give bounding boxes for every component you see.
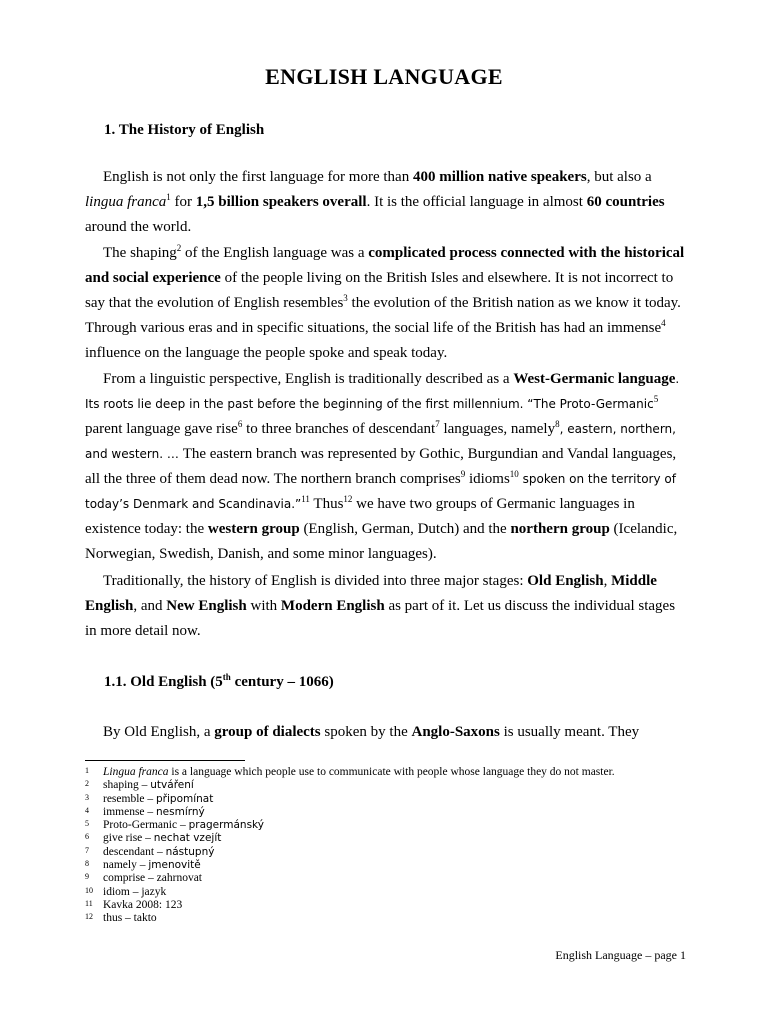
footnote-definition: pragermánský bbox=[188, 819, 264, 832]
footnote bbox=[85, 872, 725, 885]
text-run: the evolution of the British nation as we know it today. Through various eras and in specific situations, the social life of the British has had an immense bbox=[85, 295, 681, 336]
bold-text: 1,5 billion speakers overall bbox=[195, 194, 367, 210]
italic-text: lingua franca bbox=[85, 194, 167, 210]
footnote-number: 5 bbox=[85, 819, 89, 829]
footnote-definition: připomínat bbox=[156, 792, 214, 805]
footnote-term: Kavka 2008: 123 bbox=[103, 898, 183, 911]
bold-text: northern group bbox=[510, 521, 610, 537]
footnote-term: shaping – bbox=[103, 779, 151, 792]
text-run: we have two groups of Germanic languages in existence today: the bbox=[85, 496, 635, 537]
footnote-text bbox=[103, 832, 725, 845]
footnote-definition: utváření bbox=[150, 779, 194, 792]
footnote bbox=[85, 793, 725, 806]
footnote bbox=[85, 899, 725, 912]
footnote-definition: zahrnovat bbox=[156, 872, 202, 885]
body-paragraph-3 bbox=[85, 367, 685, 567]
heading-text: century – 1066) bbox=[230, 674, 334, 690]
footnote-number: 3 bbox=[85, 792, 89, 802]
footnote-ref: 2 bbox=[176, 243, 182, 253]
body-paragraph-5 bbox=[85, 720, 685, 745]
bold-text: Modern English bbox=[280, 598, 385, 614]
bold-text: group of dialects bbox=[214, 724, 321, 740]
bold-text: 400 million native speakers bbox=[412, 169, 587, 185]
text-run: as part of it. Let us discuss the individual stages in more detail now. bbox=[85, 598, 676, 639]
footnote-text bbox=[103, 912, 725, 925]
footnote-text bbox=[103, 872, 725, 885]
bold-text: West-Germanic language bbox=[513, 371, 676, 387]
footnote-text bbox=[103, 859, 725, 872]
bold-text: complicated process connected with the historical and social experience bbox=[85, 245, 685, 286]
text-run: The eastern branch was represented by Gothic, Burgundian and Vandal languages, all the three of them dead now. The northern branch comprises bbox=[85, 446, 677, 487]
sans-text-run: spoken on the territory of today’s Denmark and Scandinavia.” bbox=[85, 472, 676, 511]
sans-text-run: . Its roots lie deep in the past before the beginning of the first millennium. “The Proto-Germanic bbox=[85, 372, 680, 411]
footnote-term: resemble – bbox=[103, 792, 157, 805]
footnote-term: give rise – bbox=[103, 832, 154, 845]
text-run: Traditionally, the history of English is divided into three major stages: bbox=[103, 573, 528, 589]
document-title: ENGLISH LANGUAGE bbox=[265, 64, 503, 89]
text-run: is usually meant. They bbox=[499, 724, 640, 740]
footnote-term: namely – bbox=[103, 859, 149, 872]
text-run: From a linguistic perspective, English is traditionally described as a bbox=[103, 371, 514, 387]
footnote-separator bbox=[85, 760, 245, 761]
footnote-definition: jmenovitě bbox=[148, 859, 201, 872]
bold-text: western group bbox=[207, 521, 300, 537]
footnote-ref: 6 bbox=[237, 419, 243, 429]
footnote-ref: 5 bbox=[653, 394, 659, 404]
footnote-text bbox=[103, 793, 725, 806]
footnote-definition: takto bbox=[133, 912, 157, 925]
footnote-definition: is a language which people use to communicate with people whose language they do not master. bbox=[168, 766, 615, 778]
footnote-term: descendant – bbox=[103, 845, 166, 858]
footnote-text bbox=[103, 819, 725, 832]
bold-text: New English bbox=[166, 598, 247, 614]
text-run: (English, German, Dutch) and the bbox=[299, 521, 511, 537]
text-run: of the English language was a bbox=[181, 245, 369, 261]
page-footer: English Language – page 1 bbox=[555, 948, 686, 962]
footnote bbox=[85, 912, 725, 925]
footnote-number: 4 bbox=[85, 805, 89, 815]
text-run: languages, namely bbox=[439, 421, 556, 437]
text-run: Thus bbox=[309, 496, 344, 512]
footnote-ref: 10 bbox=[509, 469, 519, 479]
bold-text: Old English bbox=[527, 573, 604, 589]
footnote-text bbox=[103, 899, 725, 912]
footnote-ref: 9 bbox=[460, 469, 466, 479]
footnotes bbox=[85, 766, 725, 926]
footnote-ref: 8 bbox=[555, 419, 560, 429]
text-run: to three branches of descendant bbox=[242, 421, 436, 437]
footnote bbox=[85, 819, 725, 832]
footnote-ref: 12 bbox=[343, 494, 353, 504]
text-run: , bbox=[603, 573, 612, 589]
footnote-term: Proto-Germanic – bbox=[103, 819, 189, 832]
footnote-number: 1 bbox=[85, 766, 89, 775]
footnote-ref: 4 bbox=[661, 318, 666, 328]
sans-text-run: , eastern, northern, and western. … bbox=[85, 422, 676, 461]
footnote bbox=[85, 886, 725, 899]
footnote bbox=[85, 779, 725, 792]
footnote-text bbox=[103, 886, 725, 899]
text-run: English is not only the first language for more than bbox=[103, 169, 413, 185]
footnote bbox=[85, 766, 725, 779]
text-run: influence on the language the people spoke and speak today. bbox=[85, 345, 448, 361]
footnote-term: idiom – bbox=[103, 885, 142, 898]
text-run: idioms bbox=[465, 471, 510, 487]
section-heading-old-english bbox=[104, 674, 334, 691]
footnote-ref: 7 bbox=[435, 419, 440, 429]
text-run: . It is the official language in almost bbox=[366, 194, 587, 210]
ordinal-suffix: th bbox=[222, 672, 231, 682]
footnote-definition: jazyk bbox=[141, 885, 167, 898]
footnote-ref: 1 bbox=[166, 192, 171, 202]
section-heading-history: 1. The History of English bbox=[104, 122, 265, 138]
text-run: , but also a bbox=[586, 169, 652, 185]
text-run: The shaping bbox=[103, 245, 177, 261]
heading-text: 1.1. Old English (5 bbox=[104, 674, 223, 690]
text-run: with bbox=[246, 598, 281, 614]
footnote-text bbox=[103, 846, 725, 859]
footnote-number: 6 bbox=[85, 832, 89, 842]
body-paragraph-2 bbox=[85, 241, 685, 366]
text-run: (Icelandic, Norwegian, Swedish, Danish, and some minor languages). bbox=[85, 521, 678, 562]
text-run: , and bbox=[133, 598, 167, 614]
footnote-ref: 11 bbox=[301, 494, 310, 504]
text-run: of the people living on the British Isles and elsewhere. It is not incorrect to say that the evolution of English resembles bbox=[85, 270, 674, 311]
body-paragraph-4 bbox=[85, 569, 685, 644]
bold-text: 60 countries bbox=[586, 194, 665, 210]
footnote bbox=[85, 859, 725, 872]
body-paragraph-1 bbox=[85, 165, 685, 240]
footnote-number: 12 bbox=[85, 912, 93, 922]
footnote-definition: nástupný bbox=[165, 845, 215, 858]
text-run: for bbox=[170, 194, 196, 210]
footnote-definition: nesmírný bbox=[156, 805, 205, 818]
footnote-definition: nechat vzejít bbox=[153, 832, 222, 845]
footnote-number: 10 bbox=[85, 885, 93, 895]
bold-text: Middle English bbox=[85, 573, 657, 614]
footnote-number: 8 bbox=[85, 859, 89, 869]
footnote-term: thus – bbox=[103, 912, 134, 925]
footnote-text bbox=[103, 779, 725, 792]
text-run: By Old English, a bbox=[103, 724, 215, 740]
footnote-number: 11 bbox=[85, 898, 93, 908]
bold-text: Anglo-Saxons bbox=[411, 724, 500, 740]
footnote bbox=[85, 806, 725, 819]
footnote-number: 7 bbox=[85, 845, 89, 855]
footnote-term: Lingua franca bbox=[103, 766, 169, 778]
text-run: around the world. bbox=[85, 219, 192, 235]
footnote-number: 2 bbox=[85, 779, 89, 789]
footnote-term: immense – bbox=[103, 805, 157, 818]
footnote bbox=[85, 846, 725, 859]
text-run: parent language gave rise bbox=[85, 421, 238, 437]
footnote-text bbox=[103, 766, 725, 779]
footnote-number: 9 bbox=[85, 872, 89, 882]
text-run: spoken by the bbox=[320, 724, 412, 740]
footnote-ref: 3 bbox=[343, 293, 348, 303]
footnote bbox=[85, 832, 725, 845]
footnote-term: comprise – bbox=[103, 872, 157, 885]
footnote-text bbox=[103, 806, 725, 819]
